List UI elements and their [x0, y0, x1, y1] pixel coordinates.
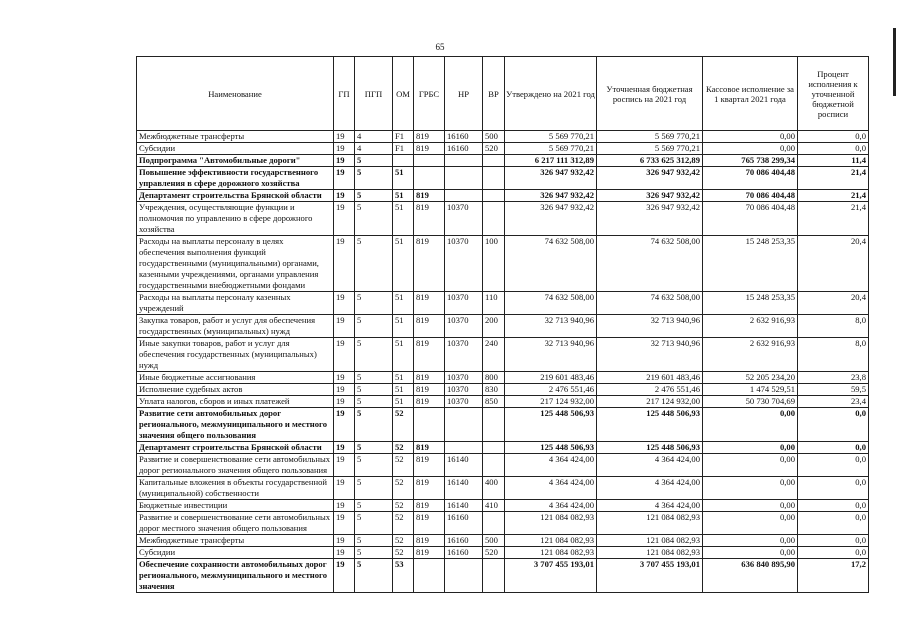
cell-refined: 326 947 932,42 — [597, 202, 703, 236]
table-row — [137, 202, 869, 236]
cell-grbs — [414, 408, 445, 442]
header-pgp: ПГП — [355, 57, 393, 131]
cell-grbs — [414, 167, 445, 190]
cell-name: Департамент строительства Брянской области — [137, 190, 334, 202]
cell-pgp: 5 — [355, 338, 393, 372]
cell-approved: 217 124 932,00 — [505, 396, 597, 408]
cell-grbs: 819 — [414, 384, 445, 396]
cell-vr — [483, 442, 505, 454]
cell-gp: 19 — [334, 315, 355, 338]
table-row — [137, 338, 869, 372]
cell-nr — [445, 442, 483, 454]
cell-approved: 121 084 082,93 — [505, 512, 597, 535]
cell-grbs: 819 — [414, 477, 445, 500]
cell-approved: 125 448 506,93 — [505, 408, 597, 442]
cell-refined: 217 124 932,00 — [597, 396, 703, 408]
table-row — [137, 408, 869, 442]
cell-vr: 410 — [483, 500, 505, 512]
cell-name: Исполнение судебных актов — [137, 384, 334, 396]
table-row — [137, 547, 869, 559]
cell-om: 51 — [393, 167, 414, 190]
cell-percent: 0,0 — [798, 408, 869, 442]
cell-gp: 19 — [334, 202, 355, 236]
cell-pgp: 5 — [355, 512, 393, 535]
table-row — [137, 315, 869, 338]
cell-pgp: 5 — [355, 292, 393, 315]
cell-name: Развитие и совершенствование сети автомобильных дорог местного значения общего пользования — [137, 512, 334, 535]
cell-nr: 16160 — [445, 131, 483, 143]
cell-gp: 19 — [334, 408, 355, 442]
cell-percent: 0,0 — [798, 512, 869, 535]
table-row — [137, 500, 869, 512]
cell-refined: 6 733 625 312,89 — [597, 155, 703, 167]
cell-pgp: 5 — [355, 477, 393, 500]
cell-nr: 16160 — [445, 535, 483, 547]
cell-percent: 23,8 — [798, 372, 869, 384]
cell-approved: 3 707 455 193,01 — [505, 559, 597, 593]
cell-approved: 2 476 551,46 — [505, 384, 597, 396]
cell-grbs: 819 — [414, 236, 445, 292]
cell-grbs: 819 — [414, 190, 445, 202]
cell-pgp: 5 — [355, 454, 393, 477]
table-row — [137, 535, 869, 547]
cell-cash: 52 205 234,20 — [703, 372, 798, 384]
cell-percent: 17,2 — [798, 559, 869, 593]
cell-approved: 5 569 770,21 — [505, 143, 597, 155]
cell-vr — [483, 202, 505, 236]
cell-nr: 10370 — [445, 236, 483, 292]
cell-approved: 6 217 111 312,89 — [505, 155, 597, 167]
cell-percent: 20,4 — [798, 292, 869, 315]
cell-grbs: 819 — [414, 454, 445, 477]
cell-cash: 2 632 916,93 — [703, 315, 798, 338]
table-row — [137, 512, 869, 535]
cell-cash: 0,00 — [703, 454, 798, 477]
cell-gp: 19 — [334, 454, 355, 477]
cell-approved: 74 632 508,00 — [505, 292, 597, 315]
cell-nr — [445, 155, 483, 167]
cell-cash: 15 248 253,35 — [703, 292, 798, 315]
header-gp: ГП — [334, 57, 355, 131]
cell-approved: 326 947 932,42 — [505, 202, 597, 236]
cell-vr: 500 — [483, 131, 505, 143]
table-row — [137, 143, 869, 155]
cell-om: 52 — [393, 442, 414, 454]
cell-approved: 121 084 082,93 — [505, 535, 597, 547]
cell-gp: 19 — [334, 396, 355, 408]
cell-name: Закупка товаров, работ и услуг для обеспечения государственных (муниципальных) нужд — [137, 315, 334, 338]
cell-percent: 23,4 — [798, 396, 869, 408]
cell-om: 51 — [393, 202, 414, 236]
cell-refined: 74 632 508,00 — [597, 292, 703, 315]
cell-vr — [483, 559, 505, 593]
cell-om: 52 — [393, 477, 414, 500]
cell-pgp: 5 — [355, 372, 393, 384]
cell-refined: 326 947 932,42 — [597, 190, 703, 202]
cell-approved: 32 713 940,96 — [505, 338, 597, 372]
cell-nr: 16140 — [445, 454, 483, 477]
cell-cash: 765 738 299,34 — [703, 155, 798, 167]
cell-pgp: 5 — [355, 202, 393, 236]
cell-gp: 19 — [334, 477, 355, 500]
cell-name: Обеспечение сохранности автомобильных дорог регионального, межмуниципального и местного значения — [137, 559, 334, 593]
cell-gp: 19 — [334, 338, 355, 372]
header-nr: НР — [445, 57, 483, 131]
cell-name: Подпрограмма "Автомобильные дороги" — [137, 155, 334, 167]
cell-refined: 121 084 082,93 — [597, 512, 703, 535]
cell-percent: 0,0 — [798, 442, 869, 454]
cell-refined: 121 084 082,93 — [597, 547, 703, 559]
cell-vr: 400 — [483, 477, 505, 500]
cell-cash: 0,00 — [703, 512, 798, 535]
cell-nr: 10370 — [445, 315, 483, 338]
cell-name: Развитие и совершенствование сети автомобильных дорог регионального значения общего пользования — [137, 454, 334, 477]
cell-pgp: 5 — [355, 155, 393, 167]
cell-approved: 326 947 932,42 — [505, 190, 597, 202]
cell-percent: 0,0 — [798, 547, 869, 559]
cell-om: 53 — [393, 559, 414, 593]
cell-nr: 16160 — [445, 143, 483, 155]
cell-nr — [445, 190, 483, 202]
cell-grbs: 819 — [414, 442, 445, 454]
cell-percent: 8,0 — [798, 315, 869, 338]
header-approved: Утверждено на 2021 год — [505, 57, 597, 131]
cell-refined: 125 448 506,93 — [597, 442, 703, 454]
cell-percent: 0,0 — [798, 131, 869, 143]
table-header-row — [137, 57, 869, 131]
cell-om: 51 — [393, 315, 414, 338]
cell-vr: 200 — [483, 315, 505, 338]
cell-pgp: 5 — [355, 408, 393, 442]
cell-percent: 0,0 — [798, 454, 869, 477]
cell-approved: 74 632 508,00 — [505, 236, 597, 292]
cell-vr — [483, 408, 505, 442]
cell-name: Расходы на выплаты персоналу казенных учреждений — [137, 292, 334, 315]
cell-gp: 19 — [334, 155, 355, 167]
cell-om: 51 — [393, 384, 414, 396]
cell-gp: 19 — [334, 236, 355, 292]
cell-grbs: 819 — [414, 535, 445, 547]
cell-vr — [483, 190, 505, 202]
cell-gp: 19 — [334, 384, 355, 396]
cell-cash: 0,00 — [703, 442, 798, 454]
cell-om: 51 — [393, 292, 414, 315]
cell-om: 52 — [393, 547, 414, 559]
cell-nr: 16140 — [445, 500, 483, 512]
cell-grbs: 819 — [414, 131, 445, 143]
cell-pgp: 5 — [355, 559, 393, 593]
cell-pgp: 5 — [355, 315, 393, 338]
cell-name: Капитальные вложения в объекты государственной (муниципальной) собственности — [137, 477, 334, 500]
cell-grbs: 819 — [414, 547, 445, 559]
cell-approved: 125 448 506,93 — [505, 442, 597, 454]
table-row — [137, 131, 869, 143]
cell-nr: 10370 — [445, 396, 483, 408]
cell-refined: 32 713 940,96 — [597, 338, 703, 372]
cell-pgp: 5 — [355, 500, 393, 512]
cell-vr: 830 — [483, 384, 505, 396]
cell-percent: 0,0 — [798, 500, 869, 512]
cell-name: Бюджетные инвестиции — [137, 500, 334, 512]
cell-om: F1 — [393, 143, 414, 155]
cell-pgp: 5 — [355, 396, 393, 408]
cell-om: 52 — [393, 535, 414, 547]
cell-percent: 21,4 — [798, 167, 869, 190]
cell-grbs: 819 — [414, 338, 445, 372]
cell-nr: 10370 — [445, 202, 483, 236]
header-grbs: ГРБС — [414, 57, 445, 131]
cell-name: Учреждения, осуществляющие функции и полномочия по управлению в сфере дорожного хозяйства — [137, 202, 334, 236]
cell-vr — [483, 454, 505, 477]
cell-nr: 16140 — [445, 477, 483, 500]
cell-percent: 0,0 — [798, 143, 869, 155]
header-om: ОМ — [393, 57, 414, 131]
cell-name: Уплата налогов, сборов и иных платежей — [137, 396, 334, 408]
cell-grbs: 819 — [414, 372, 445, 384]
cell-gp: 19 — [334, 500, 355, 512]
cell-nr: 10370 — [445, 292, 483, 315]
cell-om: 52 — [393, 408, 414, 442]
cell-cash: 70 086 404,48 — [703, 202, 798, 236]
header-percent: Процент исполнения к уточненной бюджетной росписи — [798, 57, 869, 131]
cell-approved: 219 601 483,46 — [505, 372, 597, 384]
header-name: Наименование — [137, 57, 334, 131]
cell-nr — [445, 408, 483, 442]
cell-percent: 59,5 — [798, 384, 869, 396]
cell-pgp: 5 — [355, 547, 393, 559]
cell-vr: 850 — [483, 396, 505, 408]
cell-grbs: 819 — [414, 315, 445, 338]
cell-gp: 19 — [334, 512, 355, 535]
cell-nr — [445, 559, 483, 593]
cell-nr: 16160 — [445, 512, 483, 535]
cell-name: Иные закупки товаров, работ и услуг для обеспечения государственных (муниципальных) нужд — [137, 338, 334, 372]
cell-nr — [445, 167, 483, 190]
cell-approved: 4 364 424,00 — [505, 500, 597, 512]
cell-refined: 4 364 424,00 — [597, 500, 703, 512]
cell-refined: 2 476 551,46 — [597, 384, 703, 396]
cell-grbs: 819 — [414, 396, 445, 408]
table-row — [137, 454, 869, 477]
cell-vr — [483, 167, 505, 190]
cell-nr: 10370 — [445, 372, 483, 384]
cell-gp: 19 — [334, 372, 355, 384]
cell-refined: 74 632 508,00 — [597, 236, 703, 292]
cell-name: Развитие сети автомобильных дорог регионального, межмуниципального и местного значения общего пользования — [137, 408, 334, 442]
cell-pgp: 5 — [355, 535, 393, 547]
cell-grbs — [414, 559, 445, 593]
cell-approved: 32 713 940,96 — [505, 315, 597, 338]
cell-gp: 19 — [334, 167, 355, 190]
table-row — [137, 155, 869, 167]
cell-om: 51 — [393, 338, 414, 372]
cell-percent: 11,4 — [798, 155, 869, 167]
table-row — [137, 396, 869, 408]
cell-approved: 4 364 424,00 — [505, 477, 597, 500]
cell-refined: 125 448 506,93 — [597, 408, 703, 442]
cell-pgp: 5 — [355, 167, 393, 190]
cell-nr: 16160 — [445, 547, 483, 559]
cell-gp: 19 — [334, 535, 355, 547]
header-refined: Уточненная бюджетная роспись на 2021 год — [597, 57, 703, 131]
cell-grbs: 819 — [414, 143, 445, 155]
cell-grbs: 819 — [414, 500, 445, 512]
cell-refined: 32 713 940,96 — [597, 315, 703, 338]
cell-om: 52 — [393, 500, 414, 512]
cell-name: Повышение эффективности государственного управления в сфере дорожного хозяйства — [137, 167, 334, 190]
table-row — [137, 167, 869, 190]
cell-cash: 0,00 — [703, 143, 798, 155]
cell-cash: 50 730 704,69 — [703, 396, 798, 408]
cell-cash: 0,00 — [703, 408, 798, 442]
cell-pgp: 5 — [355, 442, 393, 454]
cell-refined: 5 569 770,21 — [597, 131, 703, 143]
cell-cash: 70 086 404,48 — [703, 167, 798, 190]
cell-approved: 326 947 932,42 — [505, 167, 597, 190]
cell-vr — [483, 512, 505, 535]
table-row — [137, 442, 869, 454]
cell-cash: 0,00 — [703, 547, 798, 559]
cell-gp: 19 — [334, 559, 355, 593]
cell-name: Межбюджетные трансферты — [137, 535, 334, 547]
cell-pgp: 5 — [355, 236, 393, 292]
cell-percent: 8,0 — [798, 338, 869, 372]
cell-name: Иные бюджетные ассигнования — [137, 372, 334, 384]
cell-om: 51 — [393, 190, 414, 202]
table-row — [137, 372, 869, 384]
table-row — [137, 477, 869, 500]
cell-pgp: 4 — [355, 131, 393, 143]
header-vr: ВР — [483, 57, 505, 131]
cell-cash: 1 474 529,51 — [703, 384, 798, 396]
cell-cash: 636 840 895,90 — [703, 559, 798, 593]
table-row — [137, 236, 869, 292]
cell-om: 52 — [393, 512, 414, 535]
cell-gp: 19 — [334, 190, 355, 202]
cell-cash: 15 248 253,35 — [703, 236, 798, 292]
cell-approved: 121 084 082,93 — [505, 547, 597, 559]
cell-vr: 100 — [483, 236, 505, 292]
cell-vr: 520 — [483, 547, 505, 559]
cell-grbs — [414, 155, 445, 167]
cell-gp: 19 — [334, 292, 355, 315]
cell-om: 51 — [393, 396, 414, 408]
cell-refined: 4 364 424,00 — [597, 454, 703, 477]
cell-refined: 4 364 424,00 — [597, 477, 703, 500]
cell-gp: 19 — [334, 547, 355, 559]
cell-vr: 500 — [483, 535, 505, 547]
cell-gp: 19 — [334, 442, 355, 454]
cell-refined: 219 601 483,46 — [597, 372, 703, 384]
cell-cash: 0,00 — [703, 535, 798, 547]
scan-edge-mark — [893, 28, 896, 96]
cell-gp: 19 — [334, 143, 355, 155]
cell-refined: 121 084 082,93 — [597, 535, 703, 547]
table-row — [137, 190, 869, 202]
cell-om: 52 — [393, 454, 414, 477]
cell-name: Расходы на выплаты персоналу в целях обеспечения выполнения функций государственными (муниципальными) органами, казенными учреждениями, органами управления государственными внебюджетными фондами — [137, 236, 334, 292]
cell-vr — [483, 155, 505, 167]
cell-grbs: 819 — [414, 512, 445, 535]
cell-name: Департамент строительства Брянской области — [137, 442, 334, 454]
cell-cash: 0,00 — [703, 131, 798, 143]
cell-cash: 0,00 — [703, 500, 798, 512]
cell-om: 51 — [393, 236, 414, 292]
cell-nr: 10370 — [445, 338, 483, 372]
cell-percent: 20,4 — [798, 236, 869, 292]
cell-grbs: 819 — [414, 292, 445, 315]
page-number: 65 — [435, 42, 445, 52]
cell-refined: 5 569 770,21 — [597, 143, 703, 155]
table-row — [137, 384, 869, 396]
cell-name: Субсидии — [137, 143, 334, 155]
cell-pgp: 5 — [355, 190, 393, 202]
cell-cash: 70 086 404,48 — [703, 190, 798, 202]
table-row — [137, 559, 869, 593]
budget-execution-table — [136, 56, 869, 593]
cell-gp: 19 — [334, 131, 355, 143]
cell-refined: 3 707 455 193,01 — [597, 559, 703, 593]
cell-om: F1 — [393, 131, 414, 143]
cell-approved: 4 364 424,00 — [505, 454, 597, 477]
cell-name: Межбюджетные трансферты — [137, 131, 334, 143]
cell-percent: 21,4 — [798, 190, 869, 202]
cell-grbs: 819 — [414, 202, 445, 236]
cell-pgp: 5 — [355, 384, 393, 396]
cell-name: Субсидии — [137, 547, 334, 559]
cell-refined: 326 947 932,42 — [597, 167, 703, 190]
cell-vr: 800 — [483, 372, 505, 384]
cell-percent: 0,0 — [798, 535, 869, 547]
cell-vr: 520 — [483, 143, 505, 155]
cell-cash: 2 632 916,93 — [703, 338, 798, 372]
header-cash: Кассовое исполнение за 1 квартал 2021 года — [703, 57, 798, 131]
cell-vr: 240 — [483, 338, 505, 372]
cell-om: 51 — [393, 372, 414, 384]
cell-vr: 110 — [483, 292, 505, 315]
cell-cash: 0,00 — [703, 477, 798, 500]
cell-nr: 10370 — [445, 384, 483, 396]
cell-approved: 5 569 770,21 — [505, 131, 597, 143]
cell-pgp: 4 — [355, 143, 393, 155]
cell-om — [393, 155, 414, 167]
table-row — [137, 292, 869, 315]
cell-percent: 21,4 — [798, 202, 869, 236]
table-body — [137, 131, 869, 593]
cell-percent: 0,0 — [798, 477, 869, 500]
